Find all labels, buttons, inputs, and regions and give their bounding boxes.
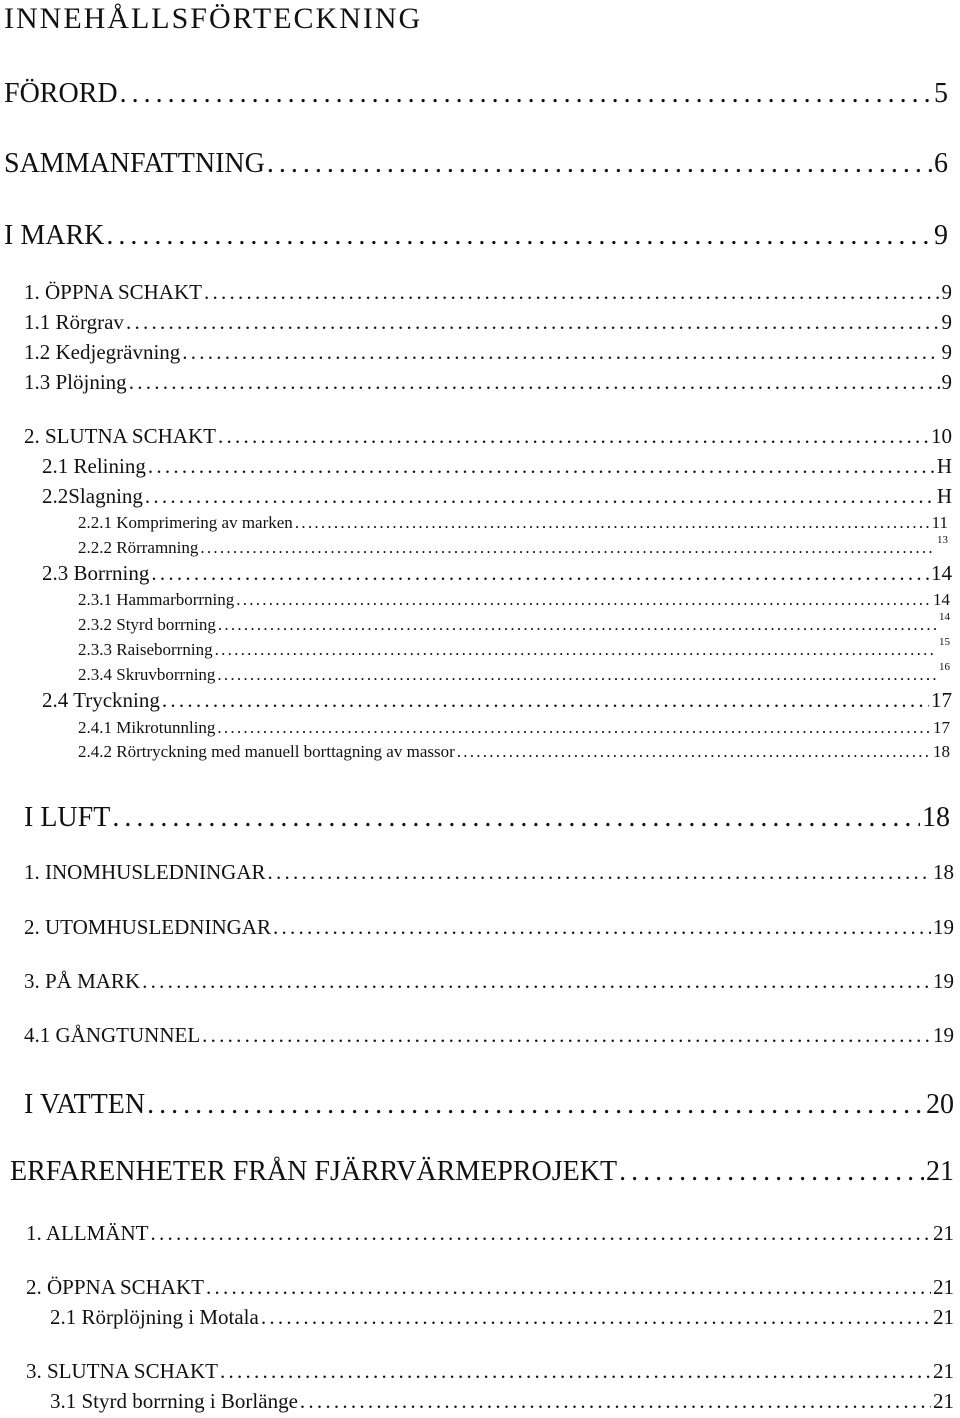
toc-entry-label: 2.1 Relining [42,454,146,478]
toc-entry-label: 2.4.1 Mikrotunnling [78,718,216,737]
toc-entry-label: ERFARENHETER FRÅN FJÄRRVÄRMEPROJEKT [10,1156,618,1187]
toc-entry[interactable] [78,534,948,558]
toc-entry-label: 2.2.1 Komprimering av marken [78,513,293,532]
dot-leader [182,340,939,365]
toc-entry-erfarenheter[interactable] [10,1156,954,1188]
dot-leader [120,78,932,110]
dot-leader [619,1156,924,1188]
toc-entry-label: 1. INOMHUSLEDNINGAR [24,860,266,884]
toc-entry[interactable] [24,280,952,305]
toc-entry-label: 2.3.2 Styrd borrning [78,615,216,634]
toc-entry-page: 11 [931,513,948,532]
toc-entry[interactable] [50,1389,954,1414]
toc-entry[interactable] [78,718,950,738]
dot-leader [162,688,929,713]
toc-entry-i-luft[interactable] [24,802,950,834]
toc-entry[interactable] [78,636,950,660]
toc-entry-page: H [936,484,952,508]
toc-entry-sammanfattning[interactable] [4,148,948,180]
dot-leader [220,1359,931,1384]
toc-entry-label: 1.1 Rörgrav [24,310,124,334]
toc-entry-page: 9 [941,340,952,364]
toc-entry-page: 21 [933,1389,954,1413]
toc-entry-label: 3.1 Styrd borrning i Borlänge [50,1389,298,1413]
dot-leader [151,1221,932,1246]
dot-leader [236,590,931,610]
toc-entry-label: 1.2 Kedjegrävning [24,340,181,364]
dot-leader [268,860,932,885]
dot-leader [218,615,937,635]
dot-leader [112,802,920,834]
toc-entry-page: 14 [931,561,952,585]
toc-entry-page: H [936,454,952,478]
toc-entry[interactable] [42,484,952,509]
toc-entry-label: 2.3.4 Skruvborrning [78,665,216,684]
dot-leader [126,310,940,335]
toc-entry-page: 14 [939,611,950,623]
toc-entry-label: 2.2Slagning [42,484,143,508]
toc-entry[interactable] [78,661,950,685]
dot-leader [151,561,929,586]
dot-leader [300,1389,931,1414]
toc-entry-page: 14 [933,590,950,609]
toc-entry-page: 10 [931,424,952,448]
toc-entry-label: 4.1 GÅNGTUNNEL [24,1023,201,1047]
dot-leader [273,915,931,940]
toc-entry-page: 15 [939,636,950,648]
toc-entry[interactable] [24,969,954,994]
dot-leader [147,1089,924,1121]
dot-leader [267,148,932,180]
toc-entry-page: 9 [934,220,948,251]
toc-entry-label: 2.3 Borrning [42,561,150,585]
dot-leader [457,742,931,762]
toc-entry[interactable] [24,1023,954,1048]
toc-entry[interactable] [78,742,950,762]
toc-entry-page: 9 [941,280,952,304]
toc-entry-label: 2.2.2 Rörramning [78,538,199,557]
toc-entry-label: I LUFT [24,802,111,833]
toc-entry[interactable] [78,513,948,533]
toc-entry-page: 19 [933,915,954,939]
toc-entry-label: 1. ALLMÄNT [26,1221,149,1245]
toc-entry-label: 2.3.1 Hammarborrning [78,590,235,609]
toc-entry-label: 2.1 Rörplöjning i Motala [50,1305,259,1329]
toc-entry[interactable] [26,1221,954,1246]
toc-entry-page: 5 [934,78,948,109]
toc-entry-label: SAMMANFATTNING [4,148,265,179]
toc-entry-page: 21 [933,1305,954,1329]
toc-entry-page: 18 [933,742,950,761]
toc-entry-page: 6 [934,148,948,179]
dot-leader [129,370,940,395]
toc-entry-page: 21 [933,1359,954,1383]
toc-entry-page: 18 [922,802,950,833]
dot-leader [215,640,937,660]
dot-leader [206,1275,931,1300]
dot-leader [202,1023,931,1048]
toc-entry-label: 1.3 Plöjning [24,370,127,394]
dot-leader [142,969,931,994]
toc-entry-page: 19 [933,1023,954,1047]
dot-leader [106,220,932,252]
toc-entry-label: I VATTEN [24,1089,146,1120]
toc-entry-page: 13 [937,534,948,546]
toc-entry-label: 2. ÖPPNA SCHAKT [26,1275,204,1299]
toc-heading: INNEHÅLLSFÖRTECKNING [4,2,423,35]
toc-entry-page: 18 [933,860,954,884]
toc-entry-label: 1. ÖPPNA SCHAKT [24,280,202,304]
toc-entry[interactable] [24,424,952,449]
dot-leader [217,718,931,738]
toc-entry-page: 16 [939,661,950,673]
toc-entry[interactable] [26,1359,954,1384]
toc-entry[interactable] [24,860,954,885]
toc-entry-page: 21 [933,1221,954,1245]
dot-leader [261,1305,931,1330]
toc-entry[interactable] [42,688,952,713]
toc-entry[interactable] [78,611,950,635]
toc-entry[interactable] [42,561,952,586]
toc-entry[interactable] [42,454,952,479]
toc-entry-fororord[interactable] [4,78,948,110]
dot-leader [200,538,935,558]
toc-entry-label: 2.4 Tryckning [42,688,160,712]
toc-entry-label: 2. UTOMHUSLEDNINGAR [24,915,271,939]
dot-leader [217,665,937,685]
toc-entry-page: 20 [926,1089,954,1120]
toc-entry-page: 17 [933,718,950,737]
toc-entry-page: 9 [941,370,952,394]
toc-entry-label: I MARK [4,220,105,251]
toc-entry-page: 9 [941,310,952,334]
toc-entry-page: 19 [933,969,954,993]
toc-entry-page: 21 [933,1275,954,1299]
dot-leader [148,454,935,479]
toc-entry-label: 3. SLUTNA SCHAKT [26,1359,218,1383]
toc-entry[interactable] [24,310,952,335]
dot-leader [218,424,929,449]
toc-entry-i-mark[interactable] [4,220,948,252]
toc-entry-label: 2.3.3 Raiseborrning [78,640,213,659]
toc-entry[interactable] [78,590,950,610]
toc-entry[interactable] [24,915,954,940]
toc-entry[interactable] [24,370,952,395]
toc-entry[interactable] [26,1275,954,1300]
toc-entry-label: 2. SLUTNA SCHAKT [24,424,216,448]
dot-leader [295,513,930,533]
toc-entry-label: 3. PÅ MARK [24,969,141,993]
toc-entry-page: 17 [931,688,952,712]
toc-entry-i-vatten[interactable] [24,1089,954,1121]
toc-entry-page: 21 [926,1156,954,1187]
toc-entry[interactable] [24,340,952,365]
dot-leader [204,280,940,305]
toc-entry[interactable] [50,1305,954,1330]
dot-leader [145,484,935,509]
toc-entry-label: FÖRORD [4,78,118,109]
toc-entry-label: 2.4.2 Rörtryckning med manuell borttagning av massor [78,742,455,761]
